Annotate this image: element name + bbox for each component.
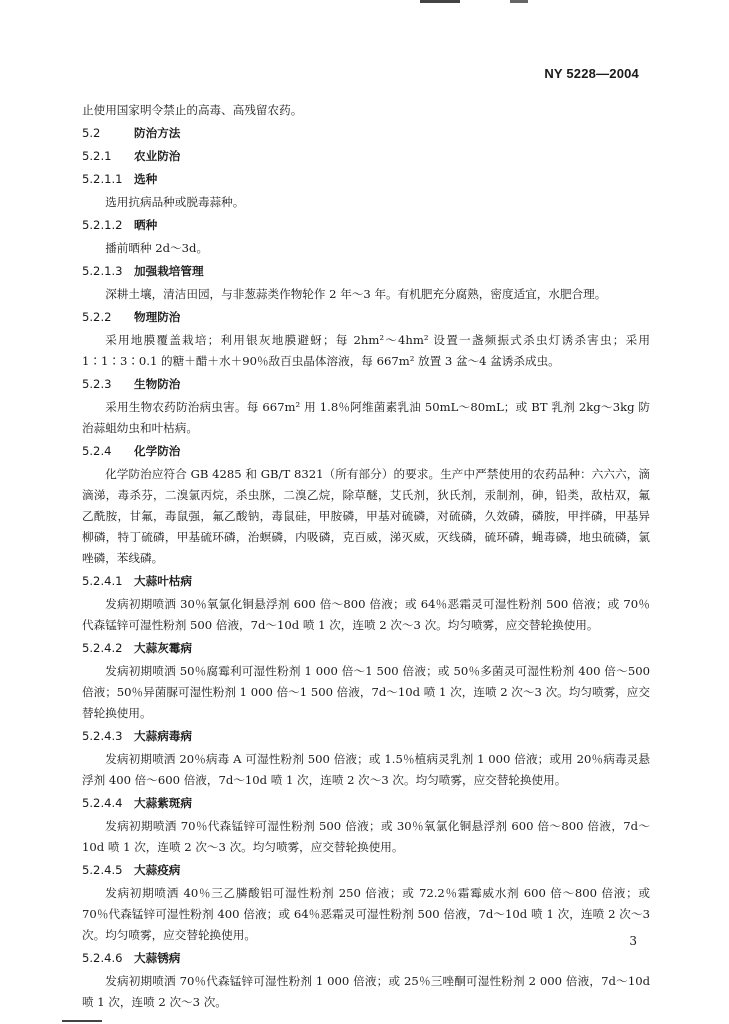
- scan-artifact-top: [420, 0, 460, 3]
- section-number: 5.2.4.2: [82, 641, 123, 655]
- section-number: 5.2.1: [82, 149, 112, 163]
- section-title: 大蒜灰霉病: [134, 641, 192, 655]
- paragraph: 止使用国家明令禁止的高毒、高残留农药。: [82, 103, 303, 117]
- section-heading: [82, 215, 650, 236]
- section-number: 5.2.4.5: [82, 863, 123, 877]
- section-heading: [82, 261, 650, 282]
- page-number: 3: [629, 934, 637, 948]
- section-number: 5.2: [82, 126, 101, 140]
- section-heading: [82, 307, 650, 328]
- section-number: 5.2.1.3: [82, 264, 123, 278]
- paragraph: 选用抗病品种或脱毒蒜种。: [105, 195, 245, 209]
- section-heading: [82, 726, 650, 747]
- section-title: 大蒜病毒病: [134, 729, 192, 743]
- section-heading: [82, 948, 650, 969]
- section-heading: [82, 793, 650, 814]
- paragraph: 播前晒种 2d～3d。: [105, 241, 209, 255]
- standard-code-header: NY 5228—2004: [544, 66, 639, 81]
- paragraph: 深耕土壤，清洁田园，与非葱蒜类作物轮作 2 年～3 年。有机肥充分腐熟，密度适宜，水肥合理。: [105, 287, 607, 301]
- section-number: 5.2.4.4: [82, 796, 123, 810]
- paragraph: 采用地膜覆盖栽培；利用银灰地膜避蚜；每 2hm²～4hm² 设置一盏频振式杀虫灯诱杀害虫；采用 1∶1∶3∶0.1 的糖＋醋＋水＋90％敌百虫晶体溶液，每 667m² 放置 3 盆～4 盆诱杀成虫。: [82, 333, 650, 368]
- section-number: 5.2.1.2: [82, 218, 123, 232]
- section-title: 化学防治: [134, 444, 181, 458]
- paragraph: 发病初期喷洒 50％腐霉利可湿性粉剂 1 000 倍～1 500 倍液；或 50％多菌灵可湿性粉剂 400 倍～500 倍液；50％异菌脲可湿性粉剂 1 000 倍～1 500 倍液，7d～10d 喷 1 次，连喷 2 次～3 次。均匀喷雾，应交替轮换使用。: [82, 664, 650, 720]
- section-title: 加强栽培管理: [134, 264, 204, 278]
- paragraph: 化学防治应符合 GB 4285 和 GB/T 8321（所有部分）的要求。生产中严禁使用的农药品种：六六六，滴滴涕，毒杀芬，二溴氯丙烷，杀虫脒，二溴乙烷，除草醚，艾氏剂，狄氏剂，汞制剂，砷，铅类，敌枯双，氟乙酰胺，甘氟，毒鼠强，氟乙酸钠，毒鼠硅，甲胺磷，甲基对硫磷，对硫磷，久效磷，磷胺，甲拌磷，甲基异柳磷，特丁硫磷，甲基硫环磷，治螟磷，内吸磷，克百威，涕灭威，灭线磷，硫环磷，蝇毒磷，地虫硫磷，氯唑磷，苯线磷。: [82, 467, 650, 565]
- section-heading: [82, 146, 650, 167]
- section-heading: [82, 123, 650, 144]
- section-number: 5.2.2: [82, 310, 112, 324]
- section-title: 防治方法: [134, 126, 181, 140]
- section-title: 物理防治: [134, 310, 181, 324]
- section-number: 5.2.4: [82, 444, 112, 458]
- section-heading: [82, 638, 650, 659]
- section-title: 农业防治: [134, 149, 181, 163]
- scan-artifact-top-2: [510, 0, 528, 3]
- paragraph: 发病初期喷洒 70％代森锰锌可湿性粉剂 1 000 倍液；或 25％三唑酮可湿性粉剂 2 000 倍液，7d～10d 喷 1 次，连喷 2 次～3 次。: [82, 974, 650, 1009]
- section-heading: [82, 571, 650, 592]
- section-number: 5.2.4.1: [82, 574, 123, 588]
- section-number: 5.2.1.1: [82, 172, 123, 186]
- section-number: 5.2.4.6: [82, 951, 123, 965]
- section-heading: [82, 169, 650, 190]
- paragraph: 发病初期喷洒 30％氧氯化铜悬浮剂 600 倍～800 倍液；或 64％恶霜灵可湿性粉剂 500 倍液；或 70％代森锰锌可湿性粉剂 500 倍液，7d～10d 喷 1 次，连喷 2 次～3 次。均匀喷雾，应交替轮换使用。: [82, 597, 650, 632]
- paragraph: 发病初期喷洒 70％代森锰锌可湿性粉剂 500 倍液；或 30％氧氯化铜悬浮剂 600 倍～800 倍液，7d～10d 喷 1 次，连喷 2 次～3 次。均匀喷雾，应交替轮换使用。: [82, 819, 650, 854]
- paragraph: 发病初期喷洒 20％病毒 A 可湿性粉剂 500 倍液；或 1.5％植病灵乳剂 1 000 倍液；或用 20％病毒灵悬浮剂 400 倍～600 倍液，7d～10d 喷 1 次，连喷 2 次～3 次。均匀喷雾，应交替轮换使用。: [82, 752, 650, 787]
- scan-artifact-bottom: [62, 1020, 102, 1022]
- section-title: 大蒜紫斑病: [134, 796, 192, 810]
- section-title: 选种: [134, 172, 158, 186]
- section-heading: [82, 374, 650, 395]
- paragraph: 发病初期喷洒 40％三乙膦酸铝可湿性粉剂 250 倍液；或 72.2％霜霉威水剂 600 倍～800 倍液；或 70％代森锰锌可湿性粉剂 400 倍液；或 64％恶霜灵可湿性粉剂 500 倍液，7d～10d 喷 1 次，连喷 2 次～3 次。均匀喷雾，应交替轮换使用。: [82, 886, 650, 942]
- section-title: 大蒜疫病: [134, 863, 181, 877]
- paragraph: 采用生物农药防治病虫害。每 667m² 用 1.8％阿维菌素乳油 50mL～80mL；或 BT 乳剂 2kg～3kg 防治蒜蛆幼虫和叶枯病。: [82, 400, 650, 435]
- section-title: 大蒜叶枯病: [134, 574, 192, 588]
- section-heading: [82, 860, 650, 881]
- document-body: [82, 100, 650, 1015]
- section-title: 生物防治: [134, 377, 181, 391]
- section-number: 5.2.3: [82, 377, 112, 391]
- section-number: 5.2.4.3: [82, 729, 123, 743]
- section-title: 大蒜锈病: [134, 951, 181, 965]
- section-title: 晒种: [134, 218, 158, 232]
- section-heading: [82, 441, 650, 462]
